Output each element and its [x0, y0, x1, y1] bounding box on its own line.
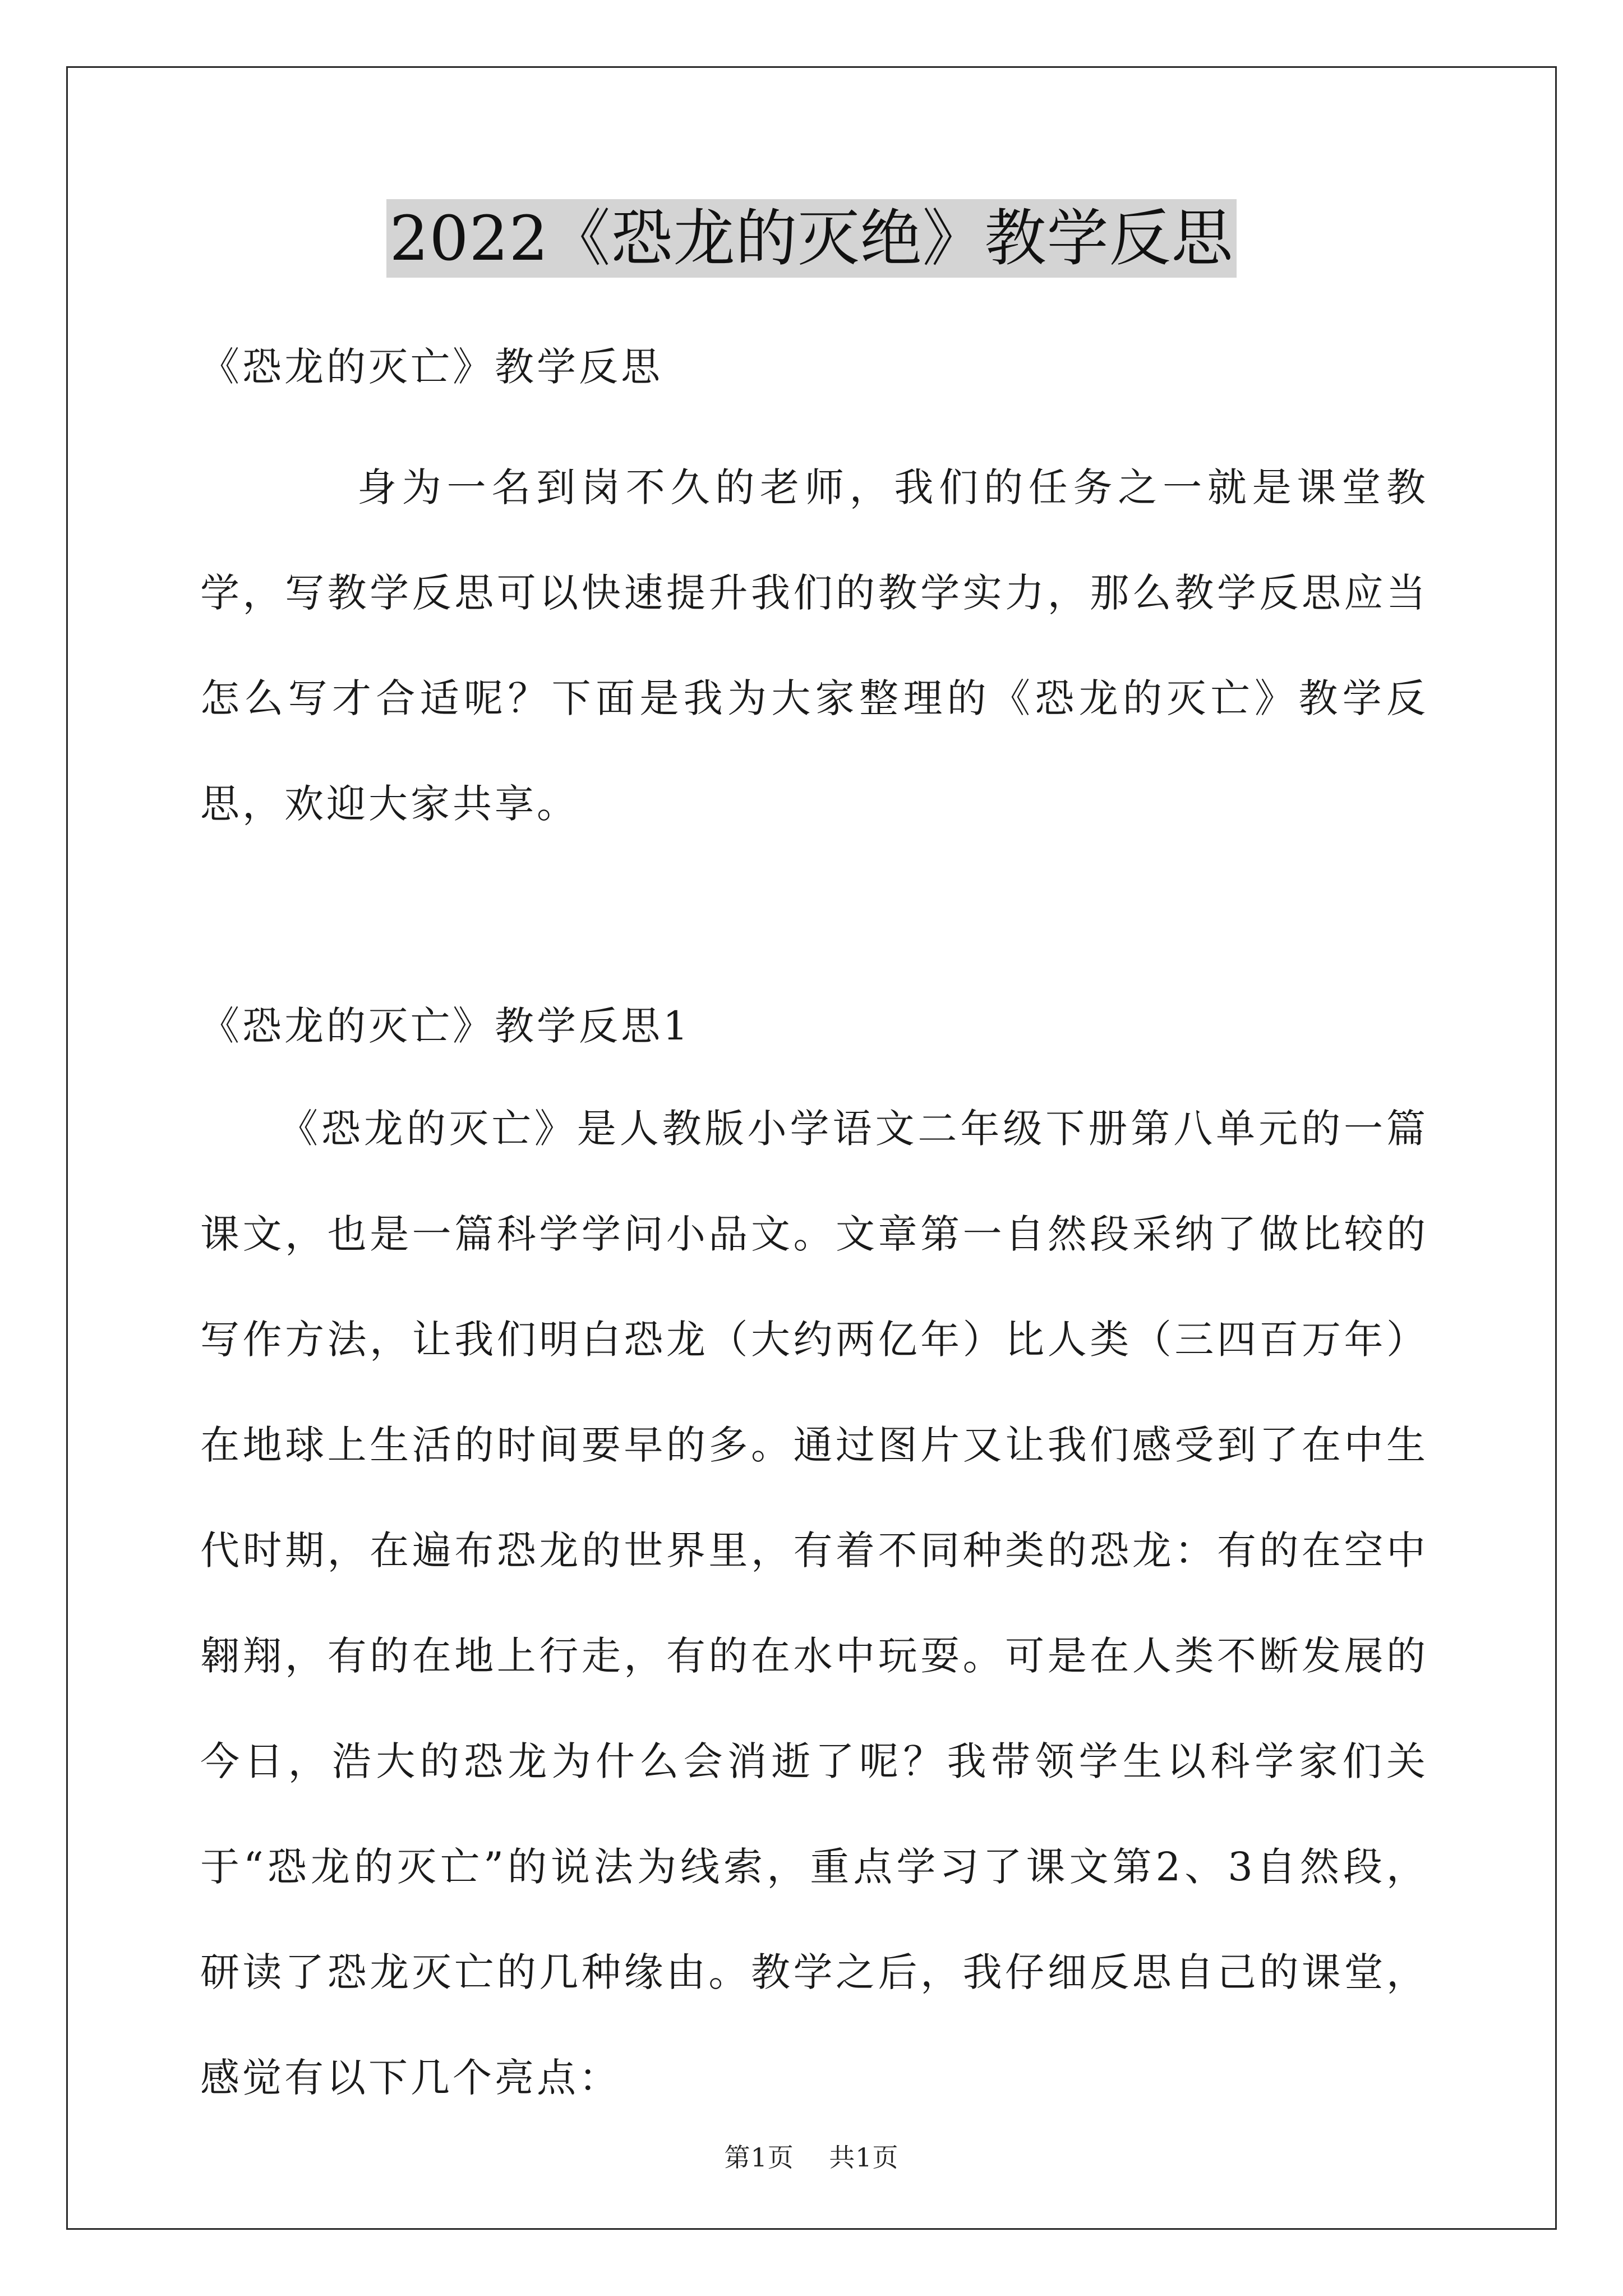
intro-paragraph: 身为一名到岗不久的老师，我们的任务之一就是课堂教学，写教学反思可以快速提升我们的教学实力，那么教学反思应当怎么写才合适呢？下面是我为大家整理的《恐龙的灭亡》教学反思，欢迎大家共享。 — [200, 464, 1428, 827]
page-number: 第1页 — [724, 2142, 794, 2173]
page-total: 共1页 — [829, 2142, 899, 2173]
title-container — [0, 199, 1623, 278]
document-title: 2022《恐龙的灭绝》教学反思 — [386, 199, 1237, 278]
section-heading: 《恐龙的灭亡》教学反思1 — [200, 1003, 691, 1049]
page-footer — [0, 2137, 1623, 2174]
document-subtitle: 《恐龙的灭亡》教学反思 — [200, 344, 663, 390]
body-paragraph: 《恐龙的灭亡》是人教版小学语文二年级下册第八单元的一篇课文，也是一篇科学学问小品文。文章第一自然段采纳了做比较的写作方法，让我们明白恐龙（大约两亿年）比人类（三四百万年）在地球上生活的时间要早的多。通过图片又让我们感受到了在中生代时期，在遍布恐龙的世界里，有着不同种类的恐龙：有的在空中翱翔，有的在地上行走，有的在水中玩耍。可是在人类不断发展的今日，浩大的恐龙为什么会消逝了呢？我带领学生以科学家们关于“恐龙的灭亡”的说法为线索，重点学习了课文第2、3自然段，研读了恐龙灭亡的几种缘由。教学之后，我仔细反思自己的课堂，感觉有以下几个亮点： — [200, 1106, 1428, 2101]
